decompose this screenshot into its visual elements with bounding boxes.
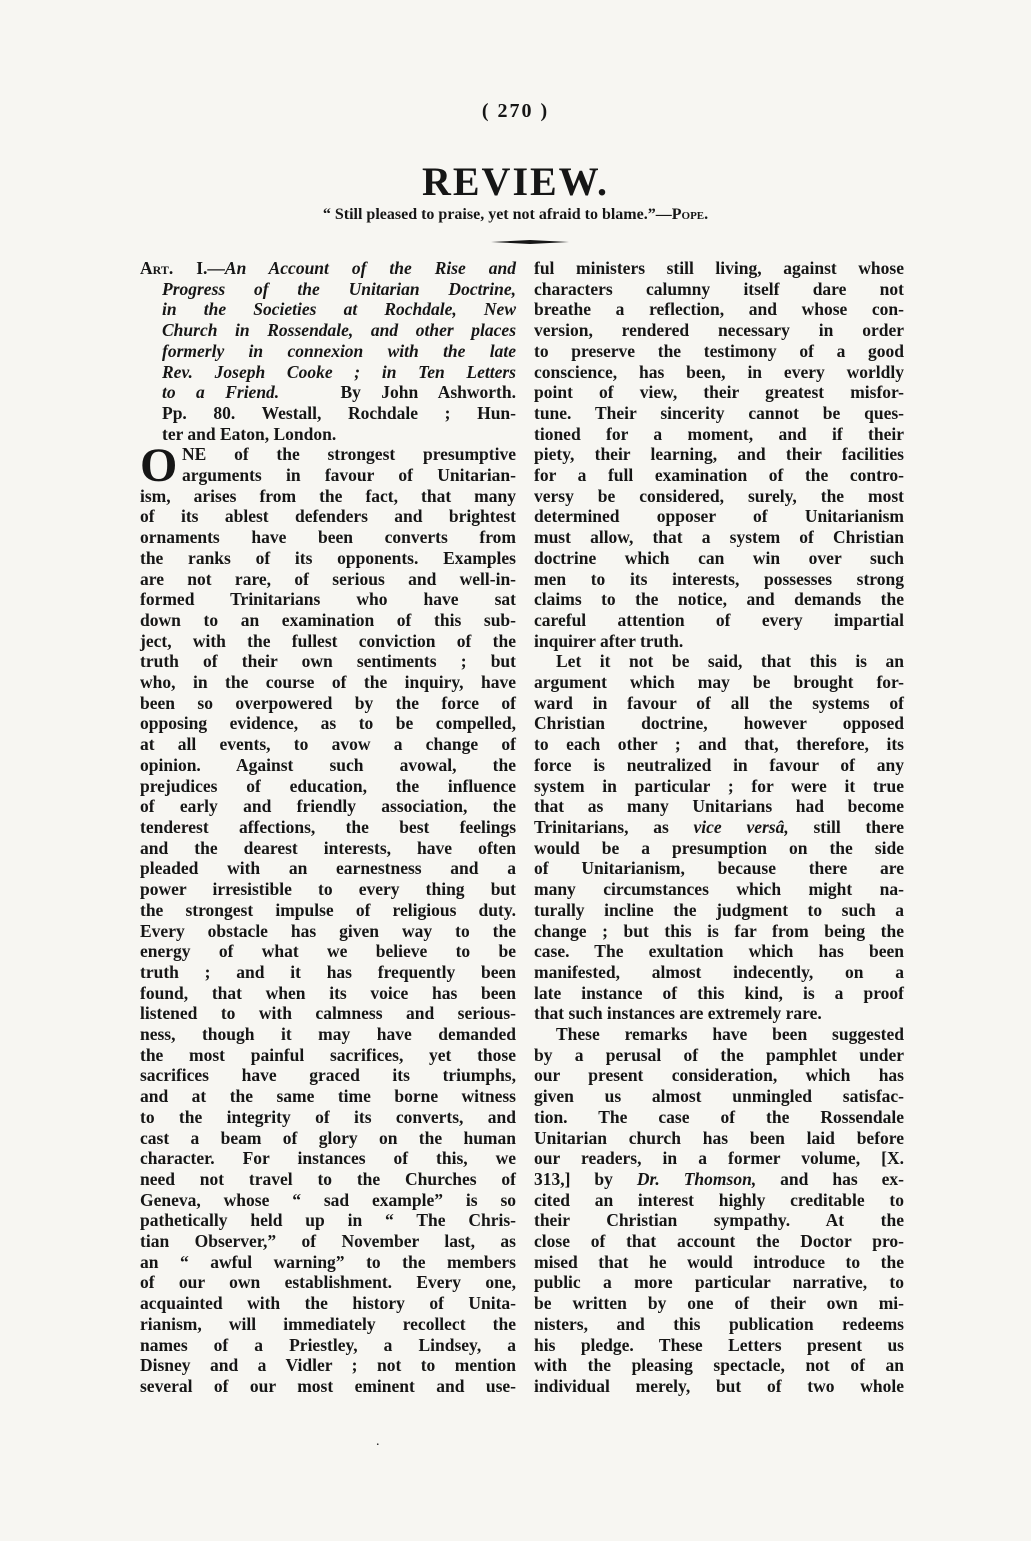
text-line: to each other ; and that, therefore, its (534, 734, 904, 755)
text-line: ful ministers still living, against whose (534, 258, 904, 278)
text-line: tioned for a moment, and if their (534, 423, 904, 444)
text-line: tion. The case of the Rossendale (534, 1106, 904, 1127)
text-line: 313,] by Dr. Thomson, and has ex- (534, 1168, 905, 1189)
text-line: argument which may be brought for- (534, 672, 904, 693)
text-line: truth ; and it has frequently been (140, 961, 516, 982)
text-line: individual merely, but of two whole (534, 1375, 904, 1396)
text-line: formed Trinitarians who have sat (140, 589, 516, 610)
article-heading-line: in the Societies at Rochdale, New (162, 299, 516, 320)
text-line: several of our most eminent and use- (140, 1375, 516, 1396)
text-line: Let it not be said, that this is an (556, 651, 904, 672)
paragraph-3 (534, 1024, 904, 1397)
text-line: NE of the strongest presumptive (182, 444, 516, 465)
text-line: doctrine which can win over such (534, 547, 904, 568)
text-line: ness, though it may have demanded (140, 1024, 516, 1045)
text-line: of our own establishment. Every one, (140, 1272, 516, 1293)
text-line: pleaded with an earnestness and a (140, 858, 516, 879)
text-line: ornaments have been converts from (140, 527, 516, 548)
text-line: mised that he would introduce to the (534, 1251, 904, 1272)
left-body (140, 439, 516, 1396)
text-line: prejudices of education, the influence (140, 775, 516, 796)
text-line: that as many Unitarians had become (534, 796, 904, 817)
text-line: determined opposer of Unitarianism (534, 506, 904, 527)
text-line: our present consideration, which has (534, 1065, 904, 1086)
text-line: acquainted with the history of Unita- (140, 1293, 516, 1314)
text-line: an “ awful warning” to the members (140, 1251, 516, 1272)
text-line: conscience, has been, in every worldly (534, 361, 904, 382)
text-line: to the integrity of its converts, and (140, 1106, 516, 1127)
text-line: need not travel to the Churches of (140, 1168, 516, 1189)
text-line: that such instances are extremely rare. (534, 1003, 822, 1024)
text-line: opposing evidence, as to be compelled, (140, 713, 516, 734)
article-heading-line: ter and Eaton, London. (162, 423, 337, 444)
text-line: many circumstances which might na- (534, 879, 904, 900)
paragraph-2 (534, 651, 904, 1024)
ornamental-rule (491, 240, 569, 244)
text-line: character. For instances of this, we (140, 1148, 516, 1169)
text-line: and at the same time borne witness (140, 1086, 516, 1107)
text-line: point of view, their greatest misfor- (534, 382, 904, 403)
text-line: breathe a reflection, and whose con- (534, 299, 904, 320)
text-line: energy of what we believe to be (140, 941, 516, 962)
text-line: given us almost unmingled satisfac- (534, 1086, 904, 1107)
text-line: ward in favour of all the systems of (534, 692, 904, 713)
text-line: and the dearest interests, have often (140, 837, 516, 858)
text-line: Every obstacle has given way to the (140, 920, 516, 941)
text-line: opinion. Against such avowal, the (140, 754, 516, 775)
page-number: ( 270 ) (481, 100, 550, 122)
footer-mark: . (376, 1434, 380, 1449)
text-line: piety, their learning, and their facilities (534, 444, 904, 465)
text-line: turally incline the judgment to such a (534, 899, 904, 920)
text-line: change ; but this is far from being the (534, 920, 904, 941)
text-line: tune. Their sincerity cannot be ques- (534, 402, 904, 423)
article-heading-line: Art. I.—An Account of the Rise and (140, 258, 516, 278)
text-line: by a perusal of the pamphlet under (534, 1044, 904, 1065)
text-line: version, rendered necessary in order (534, 320, 904, 341)
text-line: names of a Priestley, a Lindsey, a (140, 1334, 516, 1355)
text-line: rianism, will immediately recollect the (140, 1313, 516, 1334)
text-line: tenderest affections, the best feelings (140, 816, 516, 837)
paragraph-1 (534, 258, 904, 651)
text-line: Christian doctrine, however opposed (534, 713, 904, 734)
text-line: system in particular ; for were it true (534, 775, 904, 796)
text-line: cast a beam of glory on the human (140, 1127, 516, 1148)
text-line: would be a presumption on the side (534, 837, 904, 858)
text-line: the ranks of its opponents. Examples (140, 547, 516, 568)
text-line: are not rare, of serious and well-in- (140, 568, 516, 589)
epigraph-author: Pope. (671, 206, 709, 223)
epigraph (0, 205, 1031, 225)
text-line: sacrifices have graced its triumphs, (140, 1065, 516, 1086)
text-line: power irresistible to every thing but (140, 879, 516, 900)
text-line: Unitarian church has been laid before (534, 1127, 904, 1148)
article-heading-line: to a Friend. By John Ashworth. (162, 382, 516, 403)
epigraph-quote: “ Still pleased to praise, yet not afraid to blame.”— (322, 206, 672, 223)
right-column (534, 258, 904, 1397)
text-line: our readers, in a former volume, [X. (534, 1148, 904, 1169)
text-line: of early and friendly association, the (140, 796, 516, 817)
text-line: the most painful sacrifices, yet those (140, 1044, 516, 1065)
text-line: been so overpowered by the force of (140, 692, 516, 713)
text-line: with the pleasing spectacle, not of an (534, 1355, 904, 1376)
article-heading-line: Pp. 80. Westall, Rochdale ; Hun- (162, 402, 516, 423)
text-line: must allow, that a system of Christian (534, 527, 904, 548)
text-line: be written by one of their own mi- (534, 1293, 904, 1314)
text-line: Geneva, whose “ sad example” is so (140, 1189, 516, 1210)
text-line: tian Observer,” of November last, as (140, 1231, 516, 1252)
text-line: to preserve the testimony of a good (534, 340, 904, 361)
text-line: late instance of this kind, is a proof (534, 982, 904, 1003)
article-heading-line: formerly in connexion with the late (162, 340, 516, 361)
text-line: his pledge. These Letters present us (534, 1334, 904, 1355)
article-heading-line: Rev. Joseph Cooke ; in Ten Letters (162, 361, 516, 382)
article-label: Art. I.— (140, 258, 225, 278)
text-line: at all events, to avow a change of (140, 734, 516, 755)
text-line: characters calumny itself dare not (534, 278, 904, 299)
text-line: their Christian sympathy. At the (534, 1210, 904, 1231)
text-line: of its ablest defenders and brightest (140, 506, 516, 527)
text-line: public a more particular narrative, to (534, 1272, 904, 1293)
text-line: who, in the course of the inquiry, have (140, 672, 516, 693)
text-line: cited an interest highly creditable to (534, 1189, 904, 1210)
left-column (140, 258, 516, 1397)
text-line: case. The exultation which has been (534, 941, 904, 962)
text-line: down to an examination of this sub- (140, 609, 516, 630)
text-line: force is neutralized in favour of any (534, 754, 904, 775)
text-line: of Unitarianism, because there are (534, 858, 904, 879)
article-heading-line: Progress of the Unitarian Doctrine, (162, 278, 516, 299)
text-line: Disney and a Vidler ; not to mention (140, 1355, 516, 1376)
text-line: Trinitarians, as vice versâ, still there (534, 816, 904, 837)
text-line: for a full examination of the contro- (534, 465, 904, 486)
text-line: truth of their own sentiments ; but (140, 651, 516, 672)
text-line: manifested, almost indecently, on a (534, 961, 904, 982)
text-line: close of that account the Doctor pro- (534, 1231, 904, 1252)
article-heading-line: Church in Rossendale, and other places (162, 320, 516, 341)
text-line: listened to with calmness and serious- (140, 1003, 516, 1024)
text-line: pathetically held up in “ The Chris- (140, 1210, 516, 1231)
drop-cap: O (140, 439, 178, 493)
text-line: found, that when its voice has been (140, 982, 516, 1003)
text-line: men to its interests, possesses strong (534, 568, 904, 589)
text-line: inquirer after truth. (534, 630, 684, 651)
article-heading (140, 258, 516, 444)
text-line: ism, arises from the fact, that many (140, 485, 516, 506)
text-line: careful attention of every impartial (534, 609, 904, 630)
text-line: the strongest impulse of religious duty. (140, 899, 516, 920)
text-line: These remarks have been suggested (556, 1024, 904, 1045)
text-line: claims to the notice, and demands the (534, 589, 904, 610)
text-line: ject, with the fullest conviction of the (140, 630, 516, 651)
page-title: REVIEW. (421, 159, 610, 204)
text-line: arguments in favour of Unitarian- (182, 465, 516, 486)
text-line: nisters, and this publication redeems (534, 1313, 904, 1334)
text-line: versy be considered, surely, the most (534, 485, 904, 506)
